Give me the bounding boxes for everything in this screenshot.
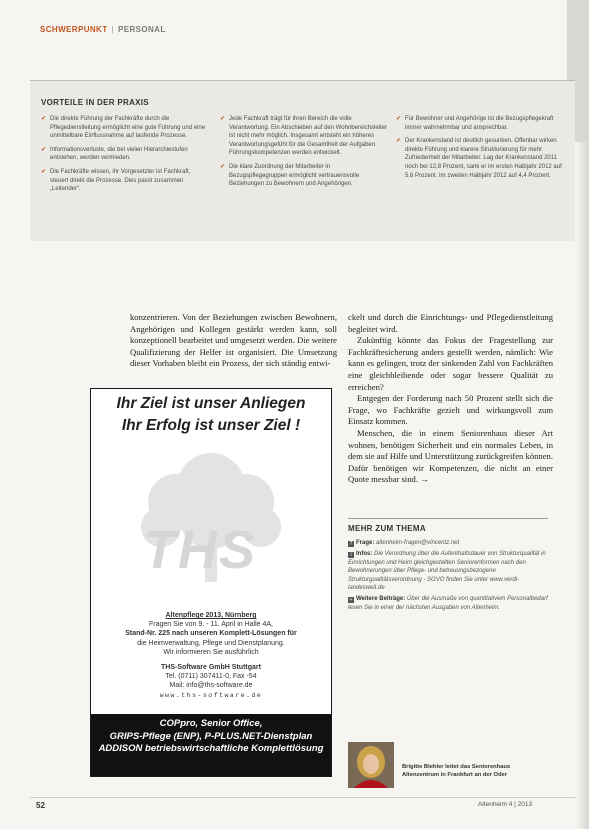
advantages-column-3 — [396, 115, 564, 185]
author-box — [348, 742, 558, 788]
topic-label: PERSONAL — [118, 25, 166, 34]
author-photo — [348, 742, 394, 788]
author-caption — [402, 764, 510, 779]
more-item-key: Weitere Beiträge: — [356, 596, 406, 603]
ad-footer-line: ADDISON betriebswirtschaftliche Komplettlösung — [98, 743, 324, 754]
ad-line: Wir informieren Sie ausführlich — [163, 648, 259, 656]
footer-divider — [30, 797, 575, 798]
section-label: SCHWERPUNKT — [40, 25, 108, 34]
more-item-text: altenheim-fragen@vincentz.net — [376, 540, 460, 546]
magazine-issue: Altenheim 4 | 2013 — [478, 801, 533, 808]
header-separator: | — [111, 25, 114, 34]
advantage-item: ✔ Der Krankenstand ist deutlich gesunken. Offenbar wirken direkte Führung und klarere Strukturierung für mehr Zufriedenheit der Mitarbeiter. Lag der Krankenstand 2011 noch bei 12,8 Prozent, sank er im ersten Halbjahr 2012 auf 5,6 Prozent. Im zweiten Halbjahr 2012 auf 4,4 Prozent. — [396, 137, 564, 180]
ths-advertisement — [90, 388, 332, 777]
ad-contact-phone: Tel. (0711) 307411-0, Fax -54 — [165, 673, 257, 681]
advantage-item: ✔ Für Bewohner und Angehörige ist die Bezugspflegekraft immer wahrnehmbar und ansprechbar. — [396, 115, 564, 132]
ad-footer-line: COPpro, Senior Office, — [159, 718, 263, 729]
advantages-column-2 — [220, 115, 388, 194]
more-item-question — [348, 539, 548, 547]
ad-headline — [91, 393, 331, 437]
ad-footer-banner — [91, 714, 331, 776]
ad-footer-line: GRIPS-Pflege (ENP), P-PLUS.NET-Dienstplan — [109, 730, 313, 742]
advantages-title: VORTEILE IN DER PRAXIS — [41, 98, 149, 107]
ad-contact-web: www.ths-software.de — [159, 691, 263, 699]
article-paragraph: Menschen, die in einem Seniorenhaus dieser Art wohnen, benötigen Sicherheit und ein normales Leben, in dem sie auf Hilfe und Unterstützung zurückgreifen können. Dafür benötigen wir Kompetenzen, die nicht an einer Quote messbar sind. → — [348, 427, 553, 485]
ad-event: Altenpflege 2013, Nürnberg — [165, 612, 257, 619]
more-item-key: Frage: — [356, 540, 375, 546]
advantage-item: ✔ Die Fachkräfte wissen, ihr Vorgesetzter ist Fachkraft, steuert direkt die Prozesse. Dies passt zusammen „Leitender“. — [41, 168, 209, 194]
more-item-further — [348, 595, 548, 612]
ad-contact-mail: Mail: info@ths-software.de — [169, 682, 253, 690]
author-name: Brigitte Blehler leitet das Seniorenhaus — [402, 764, 511, 770]
article-paragraph: konzentrieren. Von der Beziehungen zwischen Bewohnern, Angehörigen und Kollegen gestärkt werden kann, soll konzeptionell bearbeitet und umgesetzt werden. Die weitere Qualifizierung der Helfer ist organisiert. Die Umsetzung dieser Vorhaben bleibt ein Prozess, der sich ständig entwi- — [130, 312, 337, 369]
advantages-box — [30, 80, 575, 241]
ad-headline-line-1: Ihr Ziel ist unser Anliegen — [116, 395, 306, 412]
more-title: MEHR ZUM THEMA — [348, 524, 426, 533]
article-paragraph: Zukünftig könnte das Fokus der Fragestellung zur Fachkräftesicherung anders gestellt werden, nämlich: Wie kann es gelingen, trotz der sinkenden Zahl von Fachkräften eine gleichbleibende oder sogar bessere Qualität zu erreichen? — [348, 335, 553, 392]
advantage-item: ✔ Informationsverluste, die bei vielen Hierarchiestufen entstehen, werden vermieden. — [41, 146, 209, 163]
ad-line: Fragen Sie von 9. - 11. April in Halle 4A, — [149, 621, 273, 629]
advantage-item: ✔ Die direkte Führung der Fachkräfte durch die Pflegedienstleitung ermöglicht eine gute Führung und eine unmittelbare Einflussnahme auf laufende Prozesse. — [41, 115, 209, 141]
ad-headline-line-2: Ihr Erfolg ist unser Ziel ! — [121, 417, 301, 434]
more-item-key: Infos: — [356, 551, 373, 558]
ths-logo: THS — [143, 520, 257, 580]
question-icon: ? — [349, 541, 353, 547]
ad-company: THS-Software GmbH Stuttgart — [161, 664, 261, 672]
info-icon: i — [348, 552, 354, 558]
advantage-item: ✔ Die klare Zuordnung der Mitarbeiter in Bezugspflegegruppen ermöglicht vertrauensvolle Beziehungen zu Bewohnern und Angehörigen. — [220, 163, 388, 189]
article-column-right — [348, 312, 553, 486]
more-item-info — [348, 550, 548, 592]
article-column-left — [130, 312, 337, 370]
ad-line: die Heimverwaltung, Pflege und Dienstplanung. — [137, 639, 285, 647]
article-paragraph: ckelt und durch die Einrichtungs- und Pflegedienstleitung begleitet wird. — [348, 312, 553, 334]
ad-line: Stand-Nr. 225 nach unseren Komplett-Lösungen für — [125, 630, 297, 638]
page-number: 52 — [36, 801, 45, 810]
plus-icon: + — [349, 597, 353, 604]
author-place: Altenzentrum in Frankfurt an der Oder — [402, 771, 508, 778]
more-item-text: Über die Ausmaße von quantitativem Personalbedarf lesen Sie in einer der nächsten Ausgaben von Altenheim. — [348, 596, 548, 611]
article-paragraph: Entgegen der Forderung nach 50 Prozent stellt sich die Frage, wo Fachkräfte gezielt und wirkungsvoll zum Einsatz kommen. — [348, 393, 553, 427]
section-header — [40, 25, 166, 34]
more-on-topic — [348, 518, 548, 615]
ad-info — [99, 611, 323, 700]
advantages-column-1 — [41, 115, 209, 199]
more-item-text: Die Verordnung über die Aufenthaltsdauer von Strukturqualität in Einrichtungen und Heim gleichgestellten Seniorenformen nach den Bewohnerungen über Pflege- und betreuungsbezogene Strukturgualitätsverordnung - SGVO finden Sie unter www.verdi-landesweit.de — [348, 551, 546, 592]
advantage-item: ✔ Jede Fachkraft trägt für ihren Bereich die volle Verantwortung. Ein Abschieben auf den Wohnbereichsleiter ist nicht mehr möglich. Insgesamt entsteht ein höheres Verantwortungsgefühl für die Gesamtheit der Aufgaben. Führungskompetenzen werden entwickelt. — [220, 115, 388, 158]
